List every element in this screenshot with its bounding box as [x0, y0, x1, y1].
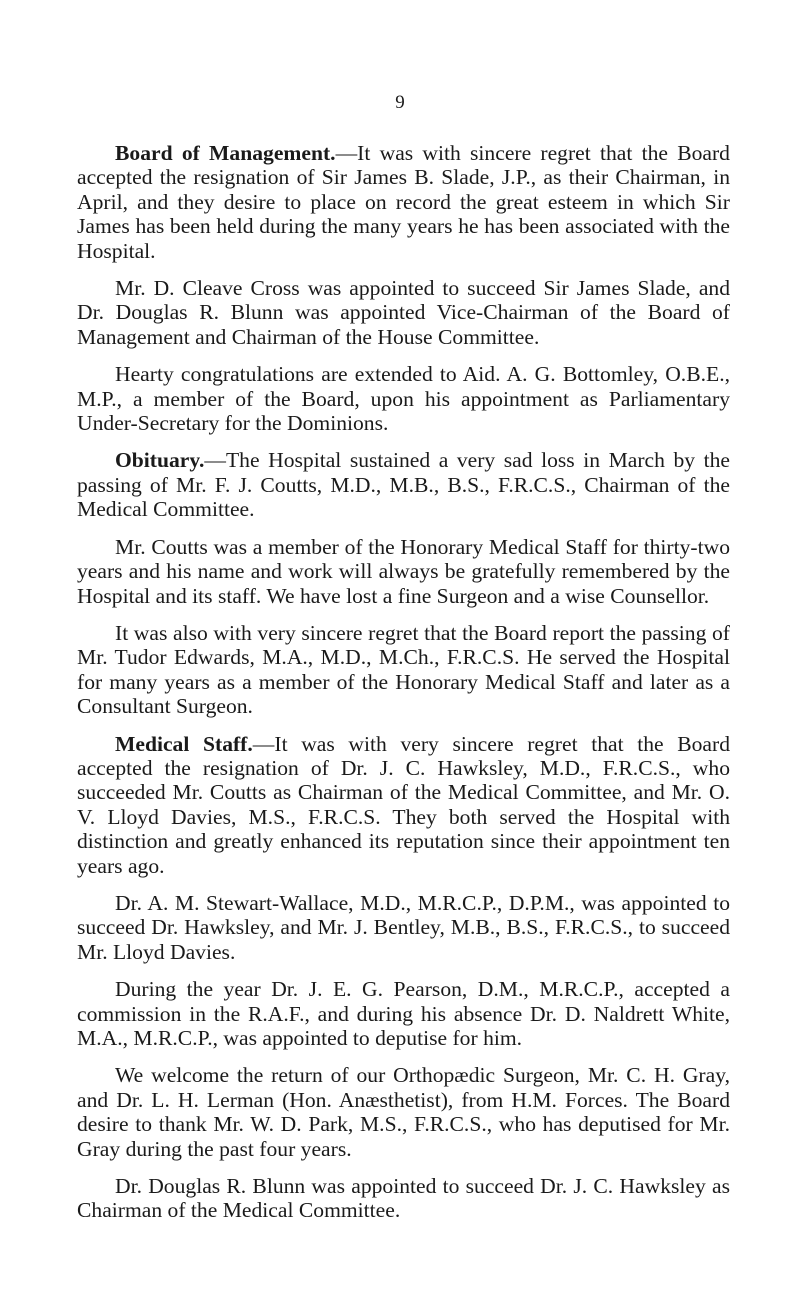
paragraph-text: We welcome the return of our Orthopædic Surgeon, Mr. C. H. Gray, and Dr. L. H. Lerman (Hon. Anæsthetist), from H.M. Forces. The Board desire to thank Mr. W. D. Park, M.S., F.R.C.S., who has deputised for Mr. Gray during the past four years. [77, 1063, 730, 1161]
paragraph [77, 1063, 730, 1161]
paragraph-text: During the year Dr. J. E. G. Pearson, D.M., M.R.C.P., accepted a commission in the R.A.F., and during his absence Dr. D. Naldrett White, M.A., M.R.C.P., was appointed to deputise for him. [77, 977, 730, 1050]
body-text [77, 141, 730, 1236]
section-heading: Board of Management. [115, 141, 336, 165]
paragraph-text: It was also with very sincere regret that the Board report the passing of Mr. Tudor Edwards, M.A., M.D., M.Ch., F.R.C.S. He served the Hospital for many years as a member of the Honorary Medical Staff and later as a Consultant Surgeon. [77, 620, 730, 719]
paragraph-text: Mr. D. Cleave Cross was appointed to succeed Sir James Slade, and Dr. Douglas R. Blunn was appointed Vice-Chairman of the Board of Management and Chairman of the House Committee. [77, 276, 730, 349]
paragraph [77, 621, 730, 719]
paragraph-board-of-management [77, 141, 730, 263]
paragraph [77, 891, 730, 964]
paragraph-medical-staff [77, 732, 730, 878]
paragraph [77, 977, 730, 1050]
paragraph [77, 535, 730, 608]
section-heading: Obituary. [115, 448, 205, 473]
paragraph-text: —The Hospital sustained a very sad loss in March by the passing of Mr. F. J. Coutts, M.D., M.B., B.S., F.R.C.S., Chairman of the Medical Committee. [77, 448, 730, 522]
paragraph [77, 362, 730, 435]
page-number: 9 [395, 92, 405, 113]
paragraph-text: Mr. Coutts was a member of the Honorary Medical Staff for thirty-two years and his name and work will always be gratefully remembered by the Hospital and its staff. We have lost a fine Surgeon and a wise Counsellor. [77, 534, 730, 608]
paragraph-text: Dr. A. M. Stewart-Wallace, M.D., M.R.C.P., D.P.M., was appointed to succeed Dr. Hawksley, and Mr. J. Bentley, M.B., B.S., F.R.C.S., to succeed Mr. Lloyd Davies. [77, 890, 730, 964]
paragraph-text: —It was with very sincere regret that the Board accepted the resignation of Dr. J. C. Hawksley, M.D., F.R.C.S., who succeeded Mr. Coutts as Chairman of the Medical Committee, and Mr. O. V. Lloyd Davies, M.S., F.R.C.S. They both served the Hospital with distinction and greatly enhanced its reputation since their appointment ten years ago. [77, 731, 731, 878]
paragraph-text: —It was with sincere regret that the Board accepted the resignation of Sir James B. Slade, J.P., as their Chairman, in April, and they desire to place on record the great esteem in which Sir James has been held during the many years he has been associated with the Hospital. [77, 141, 730, 263]
paragraph [77, 276, 730, 349]
paragraph [77, 1174, 730, 1223]
section-heading: Medical Staff. [115, 731, 253, 756]
paragraph-text: Hearty congratulations are extended to Aid. A. G. Bottomley, O.B.E., M.P., a member of the Board, upon his appointment as Parliamentary Under-Secretary for the Dominions. [77, 362, 730, 436]
paragraph-obituary [77, 448, 730, 521]
paragraph-text: Dr. Douglas R. Blunn was appointed to succeed Dr. J. C. Hawksley as Chairman of the Medical Committee. [77, 1174, 730, 1223]
